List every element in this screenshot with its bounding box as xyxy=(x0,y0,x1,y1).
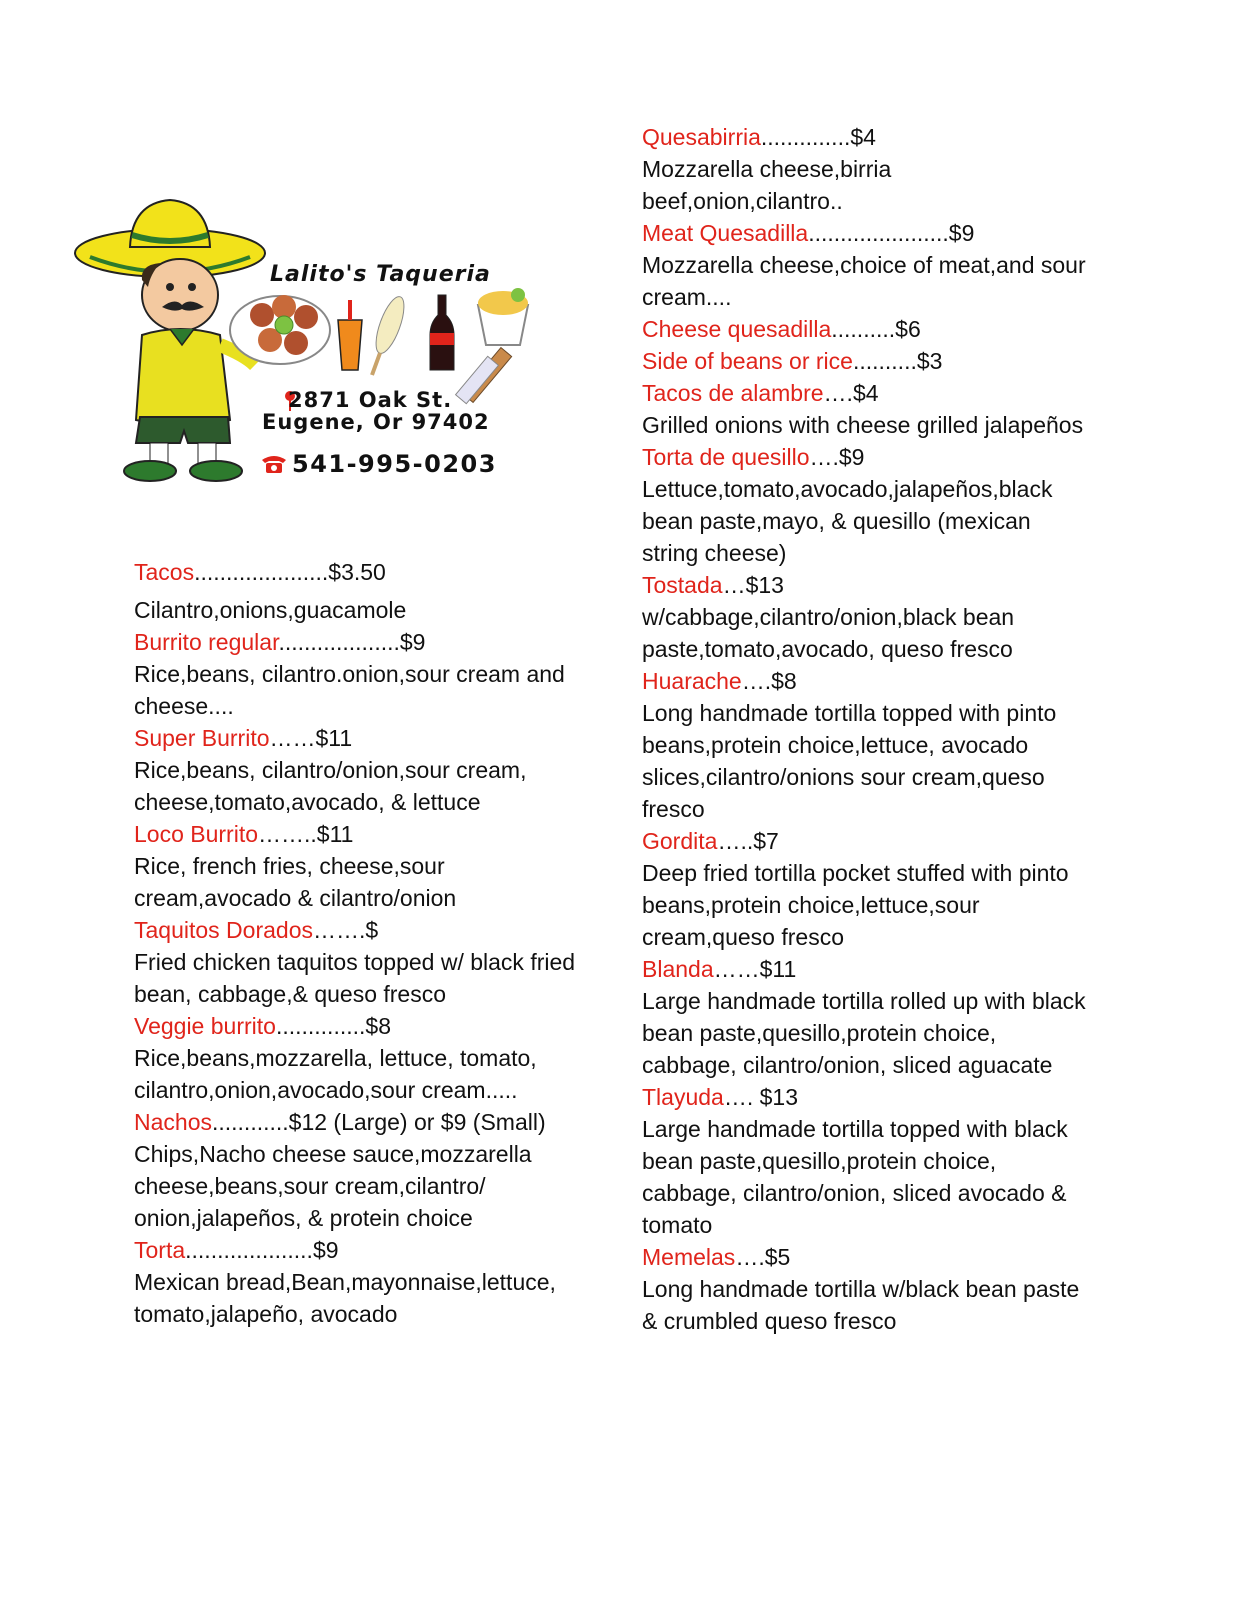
menu-column-left xyxy=(134,556,594,1330)
menu-item-leader-dots: ……. xyxy=(313,917,366,943)
menu-item-header xyxy=(642,377,1092,409)
menu-item-header xyxy=(642,1241,1092,1273)
menu-item-name: Torta xyxy=(134,1237,186,1263)
menu-item xyxy=(134,1234,594,1330)
menu-item-header xyxy=(642,345,1092,377)
menu-item-leader-dots: … xyxy=(722,572,746,598)
menu-item xyxy=(134,914,594,1010)
menu-item-header xyxy=(642,569,1092,601)
menu-item-header xyxy=(134,818,594,850)
menu-item-name: Side of beans or rice xyxy=(642,348,853,374)
soda-bottle-icon xyxy=(430,295,454,370)
menu-item xyxy=(642,441,1092,569)
menu-item xyxy=(642,825,1092,953)
menu-item-name: Burrito regular xyxy=(134,629,279,655)
menu-item-leader-dots: .............. xyxy=(760,124,851,150)
menu-item-price: $3 xyxy=(916,348,943,374)
menu-item-leader-dots: .............. xyxy=(275,1013,366,1039)
menu-item xyxy=(642,121,1092,217)
menu-item-description: Mexican bread,Bean,mayonnaise,lettuce, tomato,jalapeño, avocado xyxy=(134,1269,556,1327)
menu-item-description: Rice, french fries, cheese,sour cream,avocado & cilantro/onion xyxy=(134,853,457,911)
menu-item-description: w/cabbage,cilantro/onion,black bean paste,tomato,avocado, queso fresco xyxy=(642,604,1015,662)
menu-item-header xyxy=(134,914,594,946)
menu-item-name: Super Burrito xyxy=(134,725,270,751)
menu-item-header xyxy=(134,722,594,754)
menu-item-leader-dots: .......... xyxy=(852,348,917,374)
menu-item-price: $3.50 xyxy=(328,559,386,585)
menu-item-name: Gordita xyxy=(642,828,718,854)
menu-item xyxy=(134,1010,594,1106)
menu-item-description: Rice,beans,mozzarella, lettuce, tomato, cilantro,onion,avocado,sour cream..... xyxy=(134,1045,537,1103)
menu-item-header xyxy=(134,626,594,658)
menu-item-description: Cilantro,onions,guacamole xyxy=(134,597,407,623)
menu-item-leader-dots: ................... xyxy=(278,629,400,655)
menu-item-price: $9 xyxy=(312,1237,339,1263)
menu-item-leader-dots: …. xyxy=(735,1244,765,1270)
menu-item-price: $9 xyxy=(948,220,975,246)
address-line-1: 2871 Oak St. xyxy=(288,388,453,412)
menu-item-description: Long handmade tortilla w/black bean paste & crumbled queso fresco xyxy=(642,1276,1080,1334)
menu-item-price: $9 xyxy=(399,629,426,655)
menu-item-price: $11 xyxy=(316,821,354,847)
elote-icon xyxy=(370,293,409,375)
menu-item-header xyxy=(642,121,1092,153)
menu-item-description: Rice,beans, cilantro.onion,sour cream and cheese.... xyxy=(134,661,565,719)
address-line-2: Eugene, Or 97402 xyxy=(262,410,490,434)
menu-item-name: Tacos de alambre xyxy=(642,380,824,406)
menu-item xyxy=(134,626,594,722)
menu-item-header xyxy=(642,441,1092,473)
menu-item xyxy=(642,377,1092,441)
menu-item-name: Huarache xyxy=(642,668,742,694)
menu-item-name: Quesabirria xyxy=(642,124,761,150)
drink-cup-icon xyxy=(338,320,362,370)
menu-item-price: $5 xyxy=(764,1244,791,1270)
menu-item-leader-dots: .......... xyxy=(831,316,896,342)
menu-item-leader-dots: …. xyxy=(741,668,772,694)
menu-item xyxy=(134,818,594,914)
menu-item-header xyxy=(642,825,1092,857)
menu-item-leader-dots: …… xyxy=(269,725,316,751)
menu-item-price: $6 xyxy=(895,316,921,342)
menu-item-leader-dots: ..................... xyxy=(194,559,329,585)
menu-item-leader-dots: ............ xyxy=(211,1109,289,1135)
menu-item-name: Loco Burrito xyxy=(134,821,259,847)
menu-item-header xyxy=(642,313,1092,345)
nacho-cup-icon xyxy=(478,288,528,345)
menu-item-price: $ xyxy=(365,917,379,943)
brand-name: Lalito's Taqueria xyxy=(270,262,491,287)
menu-item-header xyxy=(642,1081,1092,1113)
menu-item-price: $13 xyxy=(759,1084,798,1110)
menu-item xyxy=(642,953,1092,1081)
menu-item-leader-dots: …. xyxy=(723,1084,760,1110)
menu-item xyxy=(134,1106,594,1234)
menu-item-price: $8 xyxy=(365,1013,391,1039)
menu-item-description: Rice,beans, cilantro/onion,sour cream, cheese,tomato,avocado, & lettuce xyxy=(134,757,527,815)
menu-item-leader-dots: ….. xyxy=(717,828,754,854)
menu-item-description: Deep fried tortilla pocket stuffed with pinto beans,protein choice,lettuce,sour cream,queso fresco xyxy=(642,860,1069,950)
menu-item-name: Taquitos Dorados xyxy=(134,917,313,943)
menu-item-header xyxy=(134,1106,594,1138)
menu-item-description: Large handmade tortilla rolled up with black bean paste,quesillo,protein choice, cabbage, cilantro/onion, sliced aguacate xyxy=(642,988,1086,1078)
phone-number: 541-995-0203 xyxy=(292,450,497,478)
menu-item-price: $12 (Large) or $9 (Small) xyxy=(288,1109,546,1135)
menu-item-description: Fried chicken taquitos topped w/ black fried bean, cabbage,& queso fresco xyxy=(134,949,576,1007)
menu-item-leader-dots: …. xyxy=(823,380,853,406)
menu-item-leader-dots: …. xyxy=(809,444,839,470)
menu-item xyxy=(134,722,594,818)
menu-item-header xyxy=(134,556,594,588)
menu-item-name: Tlayuda xyxy=(642,1084,724,1110)
menu-item xyxy=(642,1081,1092,1241)
menu-item-name: Veggie burrito xyxy=(134,1013,276,1039)
menu-item-name: Tacos xyxy=(134,559,195,585)
menu-item-leader-dots: ...................... xyxy=(808,220,949,246)
menu-item-description: Chips,Nacho cheese sauce,mozzarella cheese,beans,sour cream,cilantro/ onion,jalapeños, & protein choice xyxy=(134,1141,532,1231)
menu-item xyxy=(642,1241,1092,1337)
menu-item-header xyxy=(134,1010,594,1042)
menu-item-leader-dots: .................... xyxy=(185,1237,313,1263)
menu-item-description: Mozzarella cheese,birria beef,onion,cilantro.. xyxy=(642,156,892,214)
menu-item-name: Meat Quesadilla xyxy=(642,220,809,246)
menu-item-name: Blanda xyxy=(642,956,714,982)
menu-item xyxy=(642,217,1092,313)
menu-item-description: Lettuce,tomato,avocado,jalapeños,black bean paste,mayo, & quesillo (mexican string cheese) xyxy=(642,476,1053,566)
menu-item-name: Torta de quesillo xyxy=(642,444,810,470)
menu-item-name: Cheese quesadilla xyxy=(642,316,832,342)
menu-item-price: $7 xyxy=(753,828,779,854)
menu-item xyxy=(642,569,1092,665)
menu-column-right xyxy=(642,121,1092,1337)
menu-item-header xyxy=(642,953,1092,985)
menu-item-description: Mozzarella cheese,choice of meat,and sour cream.... xyxy=(642,252,1086,310)
menu-item-header xyxy=(642,217,1092,249)
menu-item-price: $4 xyxy=(850,124,876,150)
menu-item-price: $4 xyxy=(852,380,879,406)
menu-item xyxy=(642,665,1092,825)
menu-item xyxy=(642,345,1092,377)
telephone-icon xyxy=(260,452,288,474)
menu-item-price: $11 xyxy=(759,956,797,982)
menu-item-price: $13 xyxy=(745,572,784,598)
menu-item-header xyxy=(642,665,1092,697)
menu-item xyxy=(134,556,594,626)
menu-item-price: $11 xyxy=(315,725,353,751)
menu-item-description: Grilled onions with cheese grilled jalapeños xyxy=(642,412,1084,438)
menu-item-leader-dots: …….. xyxy=(258,821,317,847)
menu-item-name: Memelas xyxy=(642,1244,736,1270)
menu-item-name: Tostada xyxy=(642,572,723,598)
menu-item-name: Nachos xyxy=(134,1109,212,1135)
menu-item-price: $9 xyxy=(838,444,865,470)
churro-icon xyxy=(456,348,512,404)
menu-item xyxy=(642,313,1092,345)
menu-item-description: Long handmade tortilla topped with pinto beans,protein choice,lettuce, avocado slices,cilantro/onions sour cream,queso fresco xyxy=(642,700,1057,822)
menu-item-header xyxy=(134,1234,594,1266)
menu-item-price: $8 xyxy=(771,668,797,694)
menu-item-description: Large handmade tortilla topped with black bean paste,quesillo,protein choice, cabbage, cilantro/onion, sliced avocado & tomato xyxy=(642,1116,1068,1238)
menu-item-leader-dots: …… xyxy=(713,956,760,982)
